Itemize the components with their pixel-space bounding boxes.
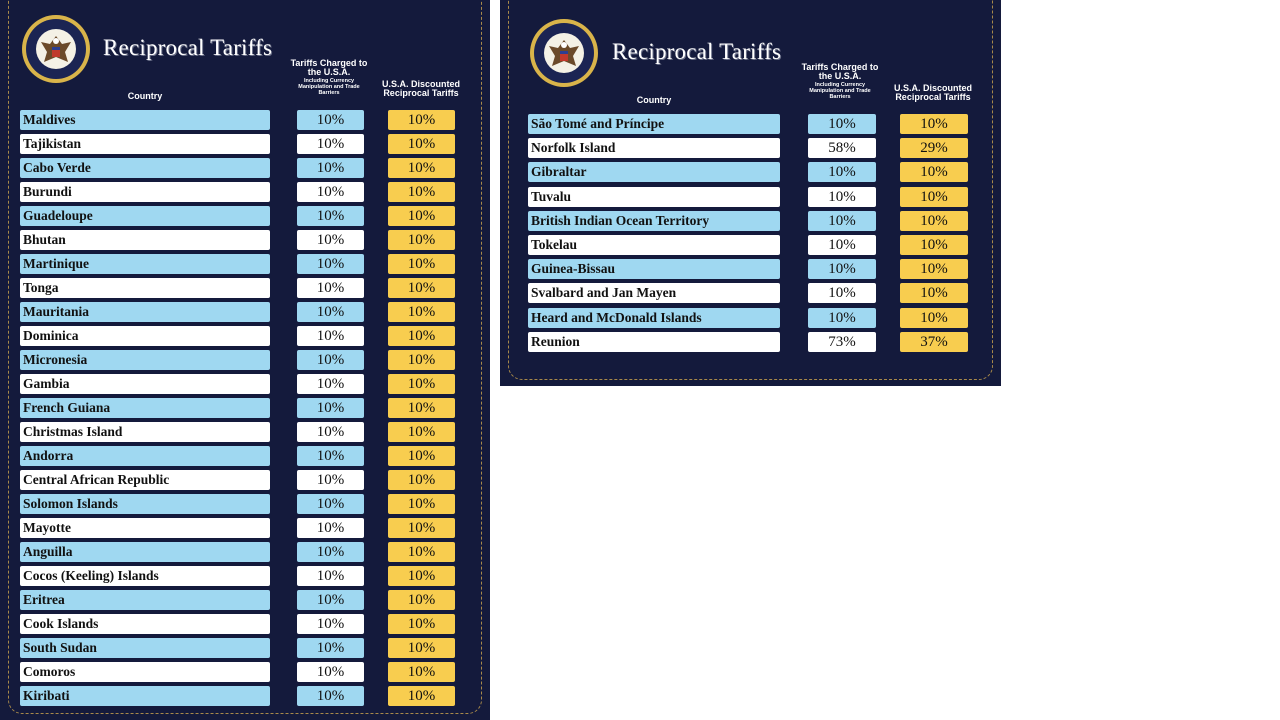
country-cell: French Guiana (20, 398, 270, 418)
page-title: Reciprocal Tariffs (612, 39, 782, 64)
table-row (0, 374, 490, 394)
header-country: Country (127, 91, 163, 101)
discounted-tariff-cell: 10% (388, 350, 455, 370)
tariff-charged-cell: 10% (297, 326, 364, 346)
discounted-tariff-cell: 10% (388, 590, 455, 610)
tariff-charged-cell: 10% (297, 638, 364, 658)
tariff-charged-cell: 10% (297, 278, 364, 298)
table-row (0, 278, 490, 298)
country-cell: Christmas Island (20, 422, 270, 442)
table-row (0, 302, 490, 322)
tariff-charged-cell: 10% (297, 446, 364, 466)
tariff-charged-cell: 73% (808, 332, 876, 352)
country-cell: Svalbard and Jan Mayen (528, 283, 780, 303)
country-cell: South Sudan (20, 638, 270, 658)
tariff-charged-cell: 10% (297, 230, 364, 250)
discounted-tariff-cell: 10% (388, 686, 455, 706)
table-row (500, 308, 1001, 328)
presidential-seal-icon (529, 18, 599, 88)
table-row (0, 254, 490, 274)
header-discounted: U.S.A. Discounted Reciprocal Tariffs (381, 79, 460, 99)
tariff-charged-cell: 10% (808, 235, 876, 255)
header-tariffs-charged (801, 63, 879, 100)
discounted-tariff-cell: 10% (388, 542, 455, 562)
country-cell: Martinique (20, 254, 270, 274)
country-cell: Burundi (20, 182, 270, 202)
discounted-tariff-cell: 10% (388, 446, 455, 466)
discounted-tariff-cell: 29% (900, 138, 968, 158)
table-row (500, 187, 1001, 207)
tariff-charged-cell: 10% (297, 662, 364, 682)
country-cell: Guinea-Bissau (528, 259, 780, 279)
country-cell: Tajikistan (20, 134, 270, 154)
table-row (0, 206, 490, 226)
discounted-tariff-cell: 10% (388, 158, 455, 178)
country-cell: Gibraltar (528, 162, 780, 182)
country-cell: Tonga (20, 278, 270, 298)
header-country: Country (636, 95, 672, 105)
country-cell: Gambia (20, 374, 270, 394)
tariff-charged-cell: 10% (297, 398, 364, 418)
tariff-charged-cell: 10% (808, 114, 876, 134)
discounted-tariff-cell: 10% (900, 187, 968, 207)
table-row (0, 566, 490, 586)
discounted-tariff-cell: 10% (388, 206, 455, 226)
country-cell: British Indian Ocean Territory (528, 211, 780, 231)
discounted-tariff-cell: 10% (900, 211, 968, 231)
tariff-charged-cell: 10% (297, 566, 364, 586)
discounted-tariff-cell: 10% (388, 494, 455, 514)
tariff-panel-1 (0, 0, 490, 720)
tariff-charged-cell: 10% (808, 259, 876, 279)
tariff-charged-cell: 10% (297, 590, 364, 610)
discounted-tariff-cell: 10% (388, 134, 455, 154)
tariff-charged-cell: 10% (297, 302, 364, 322)
table-row (500, 114, 1001, 134)
tariff-charged-cell: 10% (808, 162, 876, 182)
discounted-tariff-cell: 10% (388, 566, 455, 586)
country-cell: Comoros (20, 662, 270, 682)
table-row (500, 283, 1001, 303)
table-row (0, 326, 490, 346)
tariff-charged-cell: 10% (297, 494, 364, 514)
table-row (500, 332, 1001, 352)
tariff-charged-cell: 10% (297, 134, 364, 154)
table-row (0, 230, 490, 250)
discounted-tariff-cell: 10% (388, 326, 455, 346)
table-row (0, 134, 490, 154)
discounted-tariff-cell: 10% (388, 422, 455, 442)
country-cell: Tokelau (528, 235, 780, 255)
table-row (0, 590, 490, 610)
country-cell: Tuvalu (528, 187, 780, 207)
country-cell: São Tomé and Príncipe (528, 114, 780, 134)
discounted-tariff-cell: 10% (388, 230, 455, 250)
country-cell: Kiribati (20, 686, 270, 706)
header-tariffs-charged-sub: Including Currency Manipulation and Trade Barriers (809, 81, 871, 100)
tariff-charged-cell: 10% (808, 308, 876, 328)
discounted-tariff-cell: 10% (388, 110, 455, 130)
country-cell: Maldives (20, 110, 270, 130)
tariff-charged-cell: 10% (297, 182, 364, 202)
discounted-tariff-cell: 10% (388, 278, 455, 298)
tariff-charged-cell: 10% (297, 254, 364, 274)
table-row (0, 350, 490, 370)
country-cell: Anguilla (20, 542, 270, 562)
presidential-seal-icon (21, 14, 91, 84)
tariff-charged-cell: 10% (808, 187, 876, 207)
discounted-tariff-cell: 10% (388, 398, 455, 418)
discounted-tariff-cell: 10% (388, 638, 455, 658)
country-cell: Andorra (20, 446, 270, 466)
discounted-tariff-cell: 37% (900, 332, 968, 352)
country-cell: Mauritania (20, 302, 270, 322)
tariff-charged-cell: 10% (297, 422, 364, 442)
tariff-charged-cell: 10% (297, 614, 364, 634)
country-cell: Cabo Verde (20, 158, 270, 178)
table-row (0, 542, 490, 562)
table-row (0, 686, 490, 706)
tariff-charged-cell: 10% (297, 518, 364, 538)
tariff-charged-cell: 10% (297, 374, 364, 394)
tariff-charged-cell: 10% (297, 686, 364, 706)
header-tariffs-charged-sub: Including Currency Manipulation and Trade Barriers (298, 77, 360, 96)
tariff-charged-cell: 58% (808, 138, 876, 158)
tariff-charged-cell: 10% (297, 110, 364, 130)
tariff-panel-2 (500, 0, 1001, 386)
table-row (0, 422, 490, 442)
table-row (0, 518, 490, 538)
discounted-tariff-cell: 10% (388, 254, 455, 274)
header-tariffs-charged-label: Tariffs Charged to the U.S.A. (801, 62, 879, 82)
tariff-charged-cell: 10% (297, 158, 364, 178)
table-row (500, 162, 1001, 182)
table-row (0, 398, 490, 418)
table-row (0, 158, 490, 178)
country-cell: Micronesia (20, 350, 270, 370)
discounted-tariff-cell: 10% (900, 283, 968, 303)
table-row (500, 259, 1001, 279)
header-tariffs-charged (290, 59, 368, 96)
tariff-charged-cell: 10% (297, 470, 364, 490)
page-title: Reciprocal Tariffs (103, 35, 273, 60)
tariff-charged-cell: 10% (297, 350, 364, 370)
country-cell: Eritrea (20, 590, 270, 610)
table-row (0, 182, 490, 202)
discounted-tariff-cell: 10% (388, 518, 455, 538)
country-cell: Dominica (20, 326, 270, 346)
discounted-tariff-cell: 10% (900, 308, 968, 328)
discounted-tariff-cell: 10% (388, 302, 455, 322)
discounted-tariff-cell: 10% (388, 614, 455, 634)
header-discounted: U.S.A. Discounted Reciprocal Tariffs (893, 83, 972, 103)
tariff-charged-cell: 10% (808, 211, 876, 231)
table-row (0, 446, 490, 466)
table-row (0, 110, 490, 130)
discounted-tariff-cell: 10% (388, 182, 455, 202)
tariff-charged-cell: 10% (297, 206, 364, 226)
country-cell: Heard and McDonald Islands (528, 308, 780, 328)
discounted-tariff-cell: 10% (388, 662, 455, 682)
table-row (500, 235, 1001, 255)
country-cell: Reunion (528, 332, 780, 352)
discounted-tariff-cell: 10% (900, 162, 968, 182)
country-cell: Norfolk Island (528, 138, 780, 158)
country-cell: Cook Islands (20, 614, 270, 634)
header-tariffs-charged-label: Tariffs Charged to the U.S.A. (290, 58, 368, 78)
country-cell: Bhutan (20, 230, 270, 250)
country-cell: Guadeloupe (20, 206, 270, 226)
country-cell: Central African Republic (20, 470, 270, 490)
table-row (500, 211, 1001, 231)
discounted-tariff-cell: 10% (388, 374, 455, 394)
country-cell: Mayotte (20, 518, 270, 538)
country-cell: Solomon Islands (20, 494, 270, 514)
table-row (500, 138, 1001, 158)
table-row (0, 638, 490, 658)
table-row (0, 470, 490, 490)
table-row (0, 662, 490, 682)
discounted-tariff-cell: 10% (900, 235, 968, 255)
country-cell: Cocos (Keeling) Islands (20, 566, 270, 586)
discounted-tariff-cell: 10% (900, 114, 968, 134)
table-row (0, 494, 490, 514)
tariff-charged-cell: 10% (297, 542, 364, 562)
discounted-tariff-cell: 10% (388, 470, 455, 490)
tariff-charged-cell: 10% (808, 283, 876, 303)
table-row (0, 614, 490, 634)
discounted-tariff-cell: 10% (900, 259, 968, 279)
